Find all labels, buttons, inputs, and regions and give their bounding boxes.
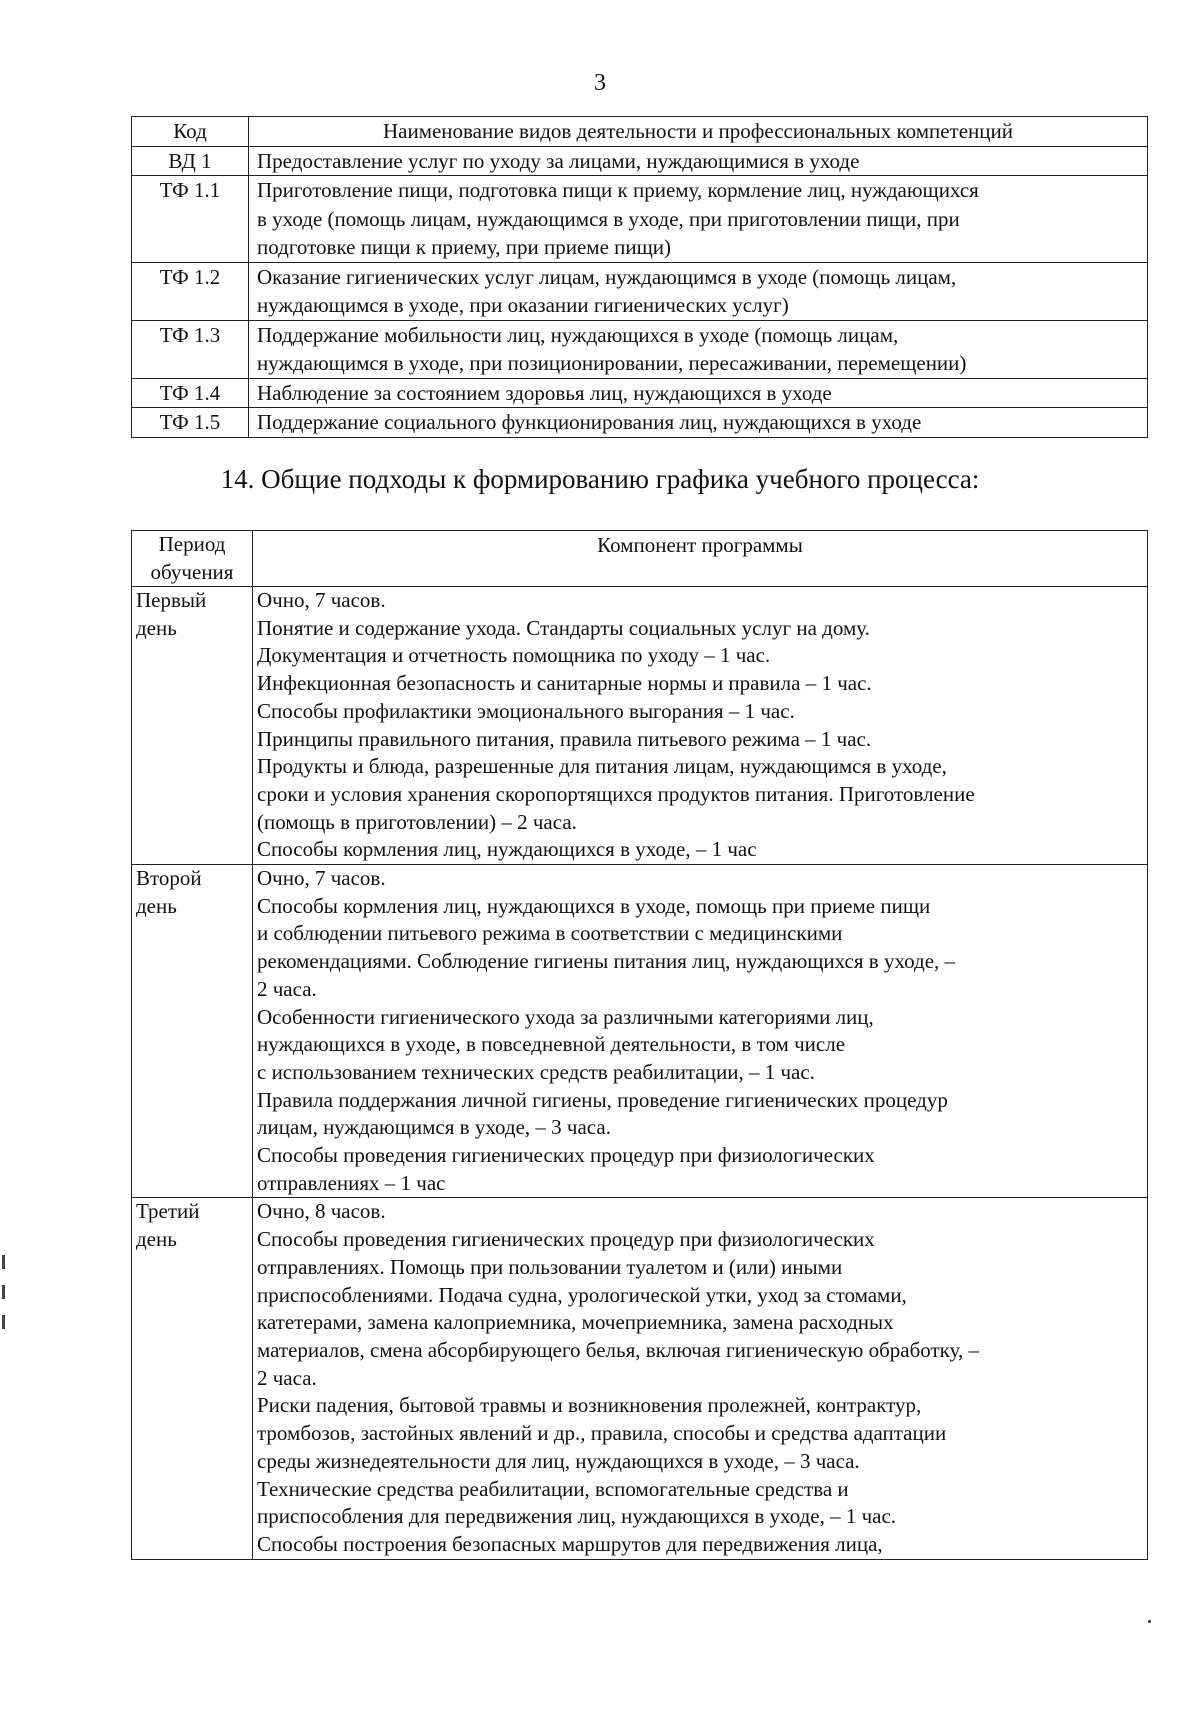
period-line: день xyxy=(136,893,177,918)
table-row xyxy=(132,408,1148,438)
component-line: приспособления для передвижения лиц, нуждающихся в уходе, – 1 час. xyxy=(257,1504,897,1529)
table-row xyxy=(132,587,1148,865)
competency-description xyxy=(249,146,1148,176)
competency-line: Поддержание мобильности лиц, нуждающихся в уходе (помощь лицам, xyxy=(257,322,899,347)
competency-line: подготовке пищи к приему, при приеме пищи) xyxy=(257,235,672,259)
component-line: Очно, 8 часов. xyxy=(257,1199,386,1224)
period-cell xyxy=(132,1198,253,1559)
competency-description xyxy=(249,320,1148,378)
component-line: Способы кормления лиц, нуждающихся в уходе, помощь при приеме пищи xyxy=(257,893,931,918)
competency-line: Приготовление пищи, подготовка пищи к приему, кормление лиц, нуждающихся xyxy=(257,178,979,202)
period-line: Второй xyxy=(136,866,202,891)
scan-edge-mark xyxy=(2,1255,5,1269)
component-line: нуждающихся в уходе, в повседневной деятельности, в том числе xyxy=(257,1032,846,1057)
component-line: сроки и условия хранения скоропортящихся продуктов питания. Приготовление xyxy=(257,781,975,806)
period-line: Третий xyxy=(136,1199,200,1224)
component-line: тромбозов, застойных явлений и др., правила, способы и средства адаптации xyxy=(257,1421,947,1446)
table-header-row xyxy=(132,531,1148,587)
component-line: отправлениях – 1 час xyxy=(257,1170,446,1195)
component-line: приспособлениями. Подача судна, урологической утки, уход за стомами, xyxy=(257,1282,907,1307)
component-line: отправлениях. Помощь при пользовании туалетом и (или) иными xyxy=(257,1254,843,1279)
header-period-line: Период xyxy=(158,532,226,556)
component-line: Риски падения, бытовой травмы и возникновения пролежней, контрактур, xyxy=(257,1393,922,1418)
section-heading: 14. Общие подходы к формированию графика учебного процесса: xyxy=(220,464,980,494)
program-component xyxy=(253,1198,1148,1559)
period-line: Первый xyxy=(136,588,207,612)
table-header-row xyxy=(132,117,1148,147)
table-row xyxy=(132,262,1148,320)
component-line: среды жизнедеятельности для лиц, нуждающихся в уходе, – 3 часа. xyxy=(257,1448,860,1473)
header-name: Наименование видов деятельности и профессиональных компетенций xyxy=(249,117,1148,147)
program-component xyxy=(253,865,1148,1198)
competency-line: в уходе (помощь лицам, нуждающимся в уходе, при приготовлении пищи, при xyxy=(257,206,960,231)
component-line: Очно, 7 часов. xyxy=(257,588,386,612)
component-line: Очно, 7 часов. xyxy=(257,866,386,891)
component-line: и соблюдении питьевого режима в соответствии с медицинскими xyxy=(257,921,843,946)
component-line: Продукты и блюда, разрешенные для питания лицам, нуждающимся в уходе, xyxy=(257,754,947,779)
competency-code: ТФ 1.4 xyxy=(132,378,249,408)
period-cell xyxy=(132,865,253,1198)
competency-code: ТФ 1.2 xyxy=(132,262,249,320)
component-line: Понятие и содержание ухода. Стандарты социальных услуг на дому. xyxy=(257,615,870,640)
competency-code: ВД 1 xyxy=(132,146,249,176)
component-line: Технические средства реабилитации, вспомогательные средства и xyxy=(257,1476,849,1501)
component-line: Инфекционная безопасность и санитарные нормы и правила – 1 час. xyxy=(257,671,872,696)
table-row xyxy=(132,378,1148,408)
component-line: лицам, нуждающимся в уходе, – 3 часа. xyxy=(257,1115,611,1140)
page-number: 3 xyxy=(594,70,606,96)
competency-line: нуждающимся в уходе, при позиционировании, пересаживании, перемещении) xyxy=(257,351,967,375)
component-line: Способы построения безопасных маршрутов для передвижения лица, xyxy=(257,1531,883,1556)
component-line: Способы профилактики эмоционального выгорания – 1 час. xyxy=(257,698,795,723)
component-line: Правила поддержания личной гигиены, проведение гигиенических процедур xyxy=(257,1087,948,1112)
header-component: Компонент программы xyxy=(253,531,1148,587)
competency-description xyxy=(249,408,1148,438)
competencies-table xyxy=(131,116,1148,438)
table-row xyxy=(132,146,1148,176)
header-period xyxy=(132,531,253,587)
scan-edge-mark xyxy=(2,1285,5,1299)
schedule-table xyxy=(131,530,1148,1560)
period-line: день xyxy=(136,1226,177,1251)
component-line: 2 часа. xyxy=(257,1365,317,1390)
competency-code: ТФ 1.5 xyxy=(132,408,249,438)
component-line: рекомендациями. Соблюдение гигиены питания лиц, нуждающихся в уходе, – xyxy=(257,949,956,974)
component-line: катетерами, замена калоприемника, мочеприемника, замена расходных xyxy=(257,1310,894,1335)
table-row xyxy=(132,865,1148,1198)
table-row xyxy=(132,320,1148,378)
competency-description xyxy=(249,262,1148,320)
competency-code: ТФ 1.1 xyxy=(132,176,249,263)
component-line: (помощь в приготовлении) – 2 часа. xyxy=(257,809,577,834)
competency-line: Поддержание социального функционирования лиц, нуждающихся в уходе xyxy=(257,410,922,434)
table-row xyxy=(132,1198,1148,1559)
header-code: Код xyxy=(132,117,249,147)
competency-line: Наблюдение за состоянием здоровья лиц, нуждающихся в уходе xyxy=(257,380,832,405)
competency-code: ТФ 1.3 xyxy=(132,320,249,378)
period-line: день xyxy=(136,615,177,640)
period-cell xyxy=(132,587,253,865)
component-line: Документация и отчетность помощника по уходу – 1 час. xyxy=(257,643,771,668)
scan-dot xyxy=(1148,1620,1151,1623)
competency-description xyxy=(249,176,1148,263)
component-line: 2 часа. xyxy=(257,976,317,1001)
competency-line: Оказание гигиенических услуг лицам, нуждающимся в уходе (помощь лицам, xyxy=(257,264,957,289)
program-component xyxy=(253,587,1148,865)
component-line: Способы кормления лиц, нуждающихся в уходе, – 1 час xyxy=(257,837,757,862)
component-line: Способы проведения гигиенических процедур при физиологических xyxy=(257,1227,875,1252)
scan-edge-mark xyxy=(2,1315,5,1329)
component-line: Особенности гигиенического ухода за различными категориями лиц, xyxy=(257,1004,874,1029)
component-line: Принципы правильного питания, правила питьевого режима – 1 час. xyxy=(257,726,872,751)
component-line: Способы проведения гигиенических процедур при физиологических xyxy=(257,1143,875,1168)
table-row xyxy=(132,176,1148,263)
component-line: с использованием технических средств реабилитации, – 1 час. xyxy=(257,1059,815,1084)
competency-line: нуждающимся в уходе, при оказании гигиенических услуг) xyxy=(257,293,789,317)
competency-line: Предоставление услуг по уходу за лицами, нуждающимися в уходе xyxy=(257,148,860,173)
header-period-line: обучения xyxy=(150,559,234,584)
competency-description xyxy=(249,378,1148,408)
component-line: материалов, смена абсорбирующего белья, включая гигиеническую обработку, – xyxy=(257,1337,979,1362)
